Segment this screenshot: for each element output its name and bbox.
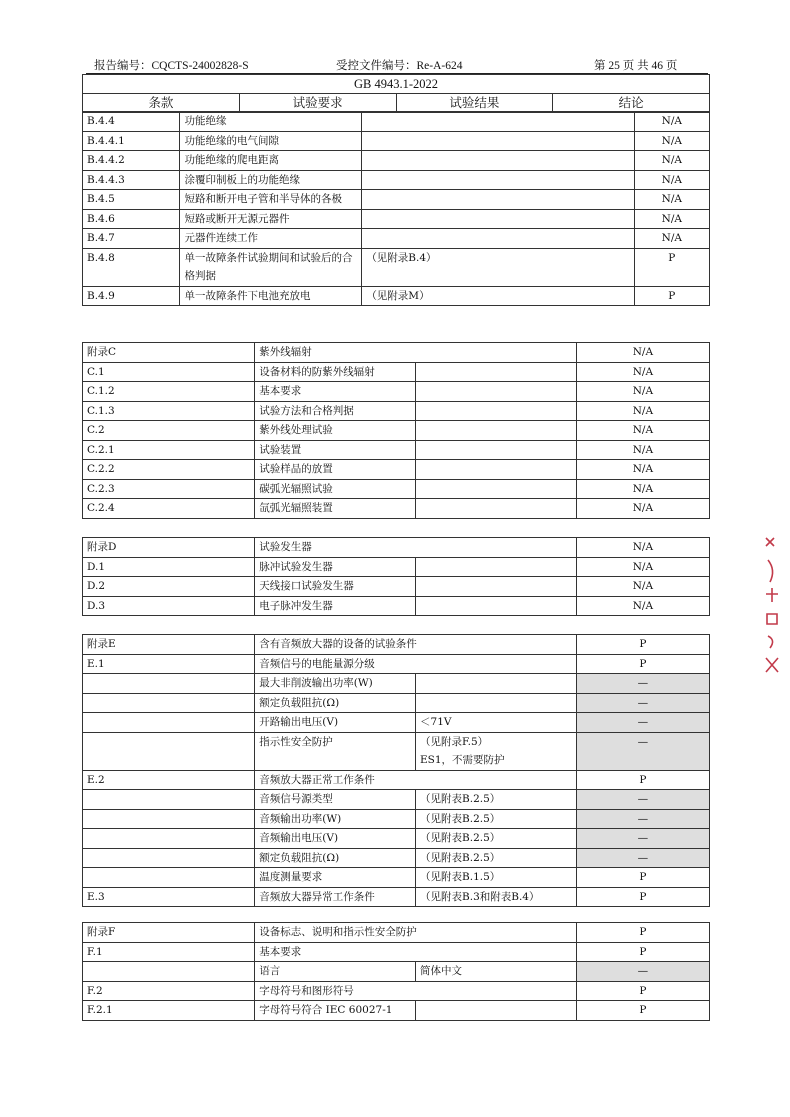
verdict-cell: N/A: [576, 440, 709, 460]
requirement-cell: 字母符号和图形符号: [255, 981, 576, 1001]
clause-block-5: [82, 922, 710, 1021]
verdict-cell: N/A: [634, 151, 709, 171]
verdict-cell: P: [576, 635, 709, 655]
requirement-cell: 短路或断开无源元器件: [180, 209, 362, 229]
verdict-cell: N/A: [576, 460, 709, 480]
verdict-cell: —: [576, 732, 709, 770]
verdict-cell: N/A: [576, 577, 709, 597]
table-row: [83, 286, 710, 306]
clause-cell: E.3: [83, 887, 255, 907]
table-row: [83, 499, 710, 519]
table-row: [83, 131, 710, 151]
column-header-table: [82, 74, 710, 113]
requirement-cell: 脉冲试验发生器: [255, 557, 416, 577]
verdict-cell: N/A: [576, 538, 709, 558]
table-row: [83, 635, 710, 655]
clause-cell: [83, 962, 255, 982]
verdict-cell: N/A: [576, 362, 709, 382]
verdict-cell: P: [634, 286, 709, 306]
table-row: [83, 229, 710, 249]
clause-cell: [83, 790, 255, 810]
table-row: [83, 440, 710, 460]
requirement-cell: 单一故障条件试验期间和试验后的合格判据: [180, 248, 362, 286]
clause-block-4: [82, 634, 710, 907]
clause-cell: [83, 868, 255, 888]
clause-cell: D.1: [83, 557, 255, 577]
verdict-cell: P: [576, 981, 709, 1001]
requirement-cell: 试验装置: [255, 440, 416, 460]
requirement-cell: 元器件连续工作: [180, 229, 362, 249]
table-row: [83, 809, 710, 829]
clause-cell: 附录D: [83, 538, 255, 558]
requirement-cell: 设备材料的防紫外线辐射: [255, 362, 416, 382]
requirement-cell: 含有音频放大器的设备的试验条件: [255, 635, 576, 655]
standard-title: GB 4943.1-2022: [83, 75, 710, 94]
requirement-cell: 指示性安全防护: [255, 732, 416, 770]
requirement-cell: 额定负载阻抗(Ω): [255, 848, 416, 868]
verdict-cell: —: [576, 693, 709, 713]
table-row: [83, 401, 710, 421]
clause-cell: 附录E: [83, 635, 255, 655]
clause-cell: D.2: [83, 577, 255, 597]
result-cell: [416, 382, 577, 402]
result-cell: （见附表B.2.5）: [416, 809, 577, 829]
verdict-cell: N/A: [576, 499, 709, 519]
table-row: [83, 557, 710, 577]
table-row: [83, 732, 710, 770]
clause-cell: F.2: [83, 981, 255, 1001]
controlled-document-number: 受控文件编号：Re-A-624: [336, 60, 463, 72]
verdict-cell: N/A: [576, 479, 709, 499]
requirement-cell: 功能绝缘的电气间隙: [180, 131, 362, 151]
clause-cell: C.1.3: [83, 401, 255, 421]
result-cell: [416, 440, 577, 460]
table-row: [83, 713, 710, 733]
col-requirement-header: 试验要求: [239, 94, 396, 113]
requirement-cell: 紫外线处理试验: [255, 421, 416, 441]
table-row: [83, 190, 710, 210]
requirement-cell: 碳弧光辐照试验: [255, 479, 416, 499]
result-cell: [416, 577, 577, 597]
col-verdict-header: 结论: [553, 94, 710, 113]
requirement-cell: 涂覆印制板上的功能绝缘: [180, 170, 362, 190]
result-cell: 简体中文: [416, 962, 577, 982]
table-row: [83, 1001, 710, 1021]
table-row: [83, 170, 710, 190]
table-row: [83, 362, 710, 382]
result-cell: [416, 693, 577, 713]
clause-cell: C.2.2: [83, 460, 255, 480]
verdict-cell: —: [576, 829, 709, 849]
table-row: [83, 343, 710, 363]
result-cell: ＜71V: [416, 713, 577, 733]
result-cell: [416, 674, 577, 694]
table-row: [83, 674, 710, 694]
clause-cell: C.2: [83, 421, 255, 441]
table-row: [83, 654, 710, 674]
requirement-cell: 音频放大器异常工作条件: [255, 887, 416, 907]
clause-cell: C.2.4: [83, 499, 255, 519]
requirement-cell: 试验样品的放置: [255, 460, 416, 480]
requirement-cell: 温度测量要求: [255, 868, 416, 888]
clause-cell: F.2.1: [83, 1001, 255, 1021]
requirement-cell: 开路输出电压(V): [255, 713, 416, 733]
result-cell: （见附表B.1.5）: [416, 868, 577, 888]
verdict-cell: P: [576, 887, 709, 907]
table-row: [83, 770, 710, 790]
table-row: [83, 151, 710, 171]
table-row: [83, 596, 710, 616]
verdict-cell: —: [576, 790, 709, 810]
table-row: [83, 538, 710, 558]
clause-cell: B.4.4.3: [83, 170, 180, 190]
result-cell: [362, 112, 634, 132]
requirement-cell: 音频信号源类型: [255, 790, 416, 810]
red-seal-stamp: [762, 530, 790, 690]
verdict-cell: P: [576, 654, 709, 674]
result-cell: [362, 170, 634, 190]
requirement-cell: 功能绝缘: [180, 112, 362, 132]
table-row: [83, 112, 710, 132]
clause-cell: [83, 829, 255, 849]
clause-cell: [83, 674, 255, 694]
col-clause-header: 条款: [83, 94, 240, 113]
table-row: [83, 248, 710, 286]
result-cell: [362, 151, 634, 171]
clause-cell: F.1: [83, 942, 255, 962]
result-cell: （见附表B.3和附表B.4）: [416, 887, 577, 907]
verdict-cell: N/A: [634, 131, 709, 151]
verdict-cell: N/A: [634, 209, 709, 229]
table-row: [83, 962, 710, 982]
clause-cell: B.4.8: [83, 248, 180, 286]
result-cell: [362, 190, 634, 210]
clause-cell: B.4.6: [83, 209, 180, 229]
requirement-cell: 试验方法和合格判据: [255, 401, 416, 421]
clause-block-1: [82, 111, 710, 306]
table-row: [83, 479, 710, 499]
requirement-cell: 紫外线辐射: [255, 343, 576, 363]
requirement-cell: 音频信号的电能量源分级: [255, 654, 576, 674]
requirement-cell: 最大非削波输出功率(W): [255, 674, 416, 694]
clause-cell: D.3: [83, 596, 255, 616]
requirement-cell: 短路和断开电子管和半导体的各极: [180, 190, 362, 210]
clause-cell: C.2.1: [83, 440, 255, 460]
result-cell: [416, 557, 577, 577]
table-row: [83, 981, 710, 1001]
clause-cell: E.2: [83, 770, 255, 790]
table-row: [83, 421, 710, 441]
result-cell: [416, 421, 577, 441]
clause-cell: [83, 732, 255, 770]
requirement-cell: 设备标志、说明和指示性安全防护: [255, 923, 576, 943]
requirement-cell: 试验发生器: [255, 538, 576, 558]
table-row: [83, 887, 710, 907]
table-row: [83, 382, 710, 402]
table-row: [83, 868, 710, 888]
requirement-cell: 基本要求: [255, 942, 576, 962]
result-cell: [416, 596, 577, 616]
clause-cell: [83, 693, 255, 713]
clause-cell: C.1: [83, 362, 255, 382]
clause-cell: 附录C: [83, 343, 255, 363]
result-cell: （见附表B.2.5）: [416, 829, 577, 849]
result-cell: [362, 131, 634, 151]
result-cell: [416, 1001, 577, 1021]
verdict-cell: —: [576, 809, 709, 829]
verdict-cell: P: [576, 942, 709, 962]
requirement-cell: 语言: [255, 962, 416, 982]
requirement-cell: 氙弧光辐照装置: [255, 499, 416, 519]
table-row: [83, 693, 710, 713]
requirement-cell: 单一故障条件下电池充放电: [180, 286, 362, 306]
result-cell: （见附表B.2.5）: [416, 848, 577, 868]
verdict-cell: N/A: [576, 557, 709, 577]
clause-cell: C.1.2: [83, 382, 255, 402]
result-cell: （见附录B.4）: [362, 248, 634, 286]
verdict-cell: N/A: [576, 596, 709, 616]
result-cell: （见附表B.2.5）: [416, 790, 577, 810]
result-cell: （见附录F.5） ES1，不需要防护: [416, 732, 577, 770]
verdict-cell: N/A: [576, 401, 709, 421]
verdict-cell: N/A: [634, 190, 709, 210]
clause-cell: [83, 713, 255, 733]
clause-cell: B.4.9: [83, 286, 180, 306]
result-cell: [416, 499, 577, 519]
clause-cell: 附录F: [83, 923, 255, 943]
result-cell: （见附录M）: [362, 286, 634, 306]
verdict-cell: N/A: [576, 343, 709, 363]
verdict-cell: N/A: [576, 382, 709, 402]
result-cell: [416, 460, 577, 480]
verdict-cell: N/A: [634, 229, 709, 249]
clause-cell: [83, 848, 255, 868]
verdict-cell: —: [576, 962, 709, 982]
clause-cell: C.2.3: [83, 479, 255, 499]
clause-cell: B.4.4.1: [83, 131, 180, 151]
table-row: [83, 790, 710, 810]
clause-cell: B.4.5: [83, 190, 180, 210]
result-cell: [416, 362, 577, 382]
clause-cell: B.4.4.2: [83, 151, 180, 171]
requirement-cell: 音频输出功率(W): [255, 809, 416, 829]
requirement-cell: 音频输出电压(V): [255, 829, 416, 849]
col-result-header: 试验结果: [396, 94, 553, 113]
requirement-cell: 额定负载阻抗(Ω): [255, 693, 416, 713]
verdict-cell: —: [576, 848, 709, 868]
page-number: 第 25 页 共 46 页: [594, 60, 678, 72]
table-row: [83, 942, 710, 962]
clause-cell: B.4.4: [83, 112, 180, 132]
verdict-cell: —: [576, 674, 709, 694]
verdict-cell: N/A: [634, 112, 709, 132]
verdict-cell: N/A: [634, 170, 709, 190]
verdict-cell: P: [634, 248, 709, 286]
result-cell: [362, 209, 634, 229]
result-cell: [362, 229, 634, 249]
requirement-cell: 电子脉冲发生器: [255, 596, 416, 616]
clause-cell: B.4.7: [83, 229, 180, 249]
result-cell: [416, 479, 577, 499]
verdict-cell: P: [576, 1001, 709, 1021]
clause-block-2: [82, 342, 710, 519]
report-number: 报告编号：CQCTS-24002828-S: [94, 60, 249, 72]
verdict-cell: —: [576, 713, 709, 733]
verdict-cell: P: [576, 770, 709, 790]
clause-cell: E.1: [83, 654, 255, 674]
table-row: [83, 577, 710, 597]
clause-cell: [83, 809, 255, 829]
table-row: [83, 848, 710, 868]
verdict-cell: P: [576, 868, 709, 888]
table-row: [83, 829, 710, 849]
requirement-cell: 字母符号符合 IEC 60027-1: [255, 1001, 416, 1021]
requirement-cell: 天线接口试验发生器: [255, 577, 416, 597]
requirement-cell: 音频放大器正常工作条件: [255, 770, 576, 790]
clause-block-3: [82, 537, 710, 616]
table-row: [83, 460, 710, 480]
verdict-cell: P: [576, 923, 709, 943]
result-cell: [416, 401, 577, 421]
table-row: [83, 209, 710, 229]
requirement-cell: 功能绝缘的爬电距离: [180, 151, 362, 171]
requirement-cell: 基本要求: [255, 382, 416, 402]
verdict-cell: N/A: [576, 421, 709, 441]
table-row: [83, 923, 710, 943]
